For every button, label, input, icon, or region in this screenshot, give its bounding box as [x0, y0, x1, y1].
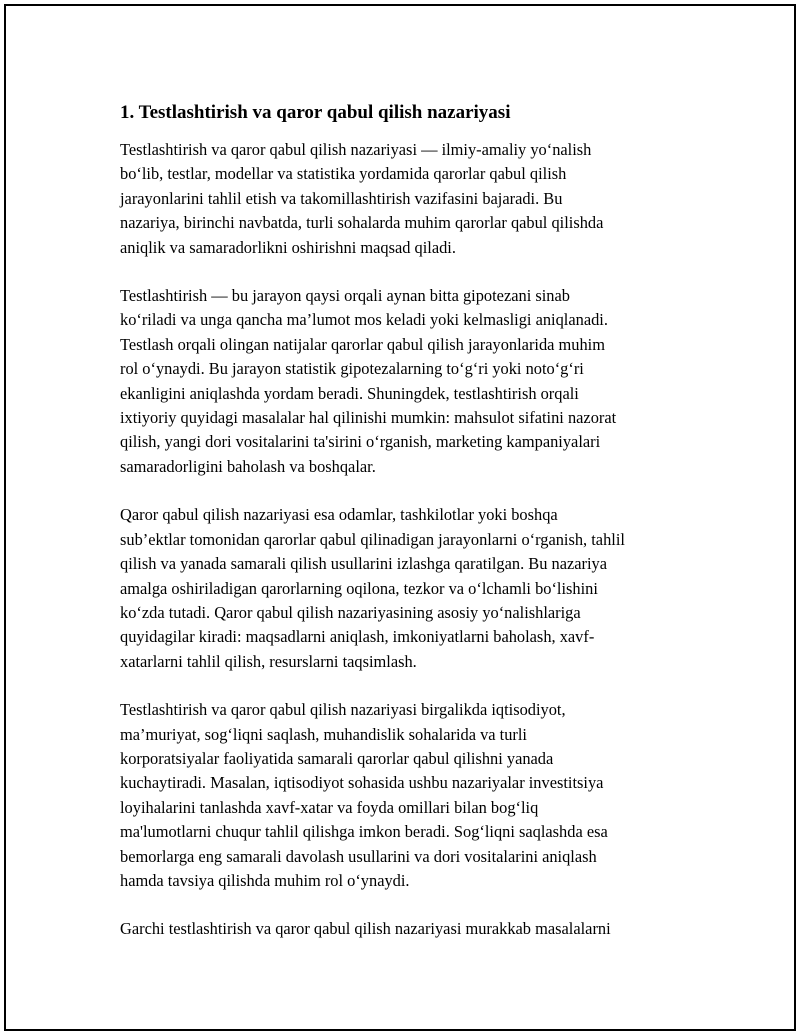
text-line: jarayonlarini tahlil etish va takomillashtirish vazifasini bajaradi. Bu: [120, 188, 563, 208]
text-line: aniqlik va samaradorlikni oshirishni maqsad qiladi.: [120, 237, 456, 257]
text-line: Testlashtirish — bu jarayon qaysi orqali aynan bitta gipotezani sinab: [120, 286, 570, 306]
paragraph-2: [120, 284, 695, 479]
text-line: korporatsiyalar faoliyatida samarali qarorlar qabul qilishni yanada: [120, 748, 554, 768]
text-line: Testlashtirish va qaror qabul qilish nazariyasi birgalikda iqtisodiyot,: [120, 700, 566, 720]
text-line: ko‘riladi va unga qancha ma’lumot mos keladi yoki kelmasligi aniqlanadi.: [120, 310, 608, 330]
text-line: xatarlarni tahlil qilish, resurslarni taqsimlash.: [120, 651, 417, 671]
section-heading: 1. Testlashtirish va qaror qabul qilish nazariyasi: [120, 102, 511, 123]
paragraph-3: [120, 503, 695, 674]
text-line: ma’muriyat, sog‘liqni saqlash, muhandislik sohalarida va turli: [120, 724, 527, 744]
text-line: rol o‘ynaydi. Bu jarayon statistik gipotezalarning to‘g‘ri yoki noto‘g‘ri: [120, 359, 584, 379]
text-line: quyidagilar kiradi: maqsadlarni aniqlash, imkoniyatlarni baholash, xavf-: [120, 627, 595, 647]
page-frame: [4, 4, 796, 1031]
text-line: qilish va yanada samarali qilish usullarini izlashga qaratilgan. Bu nazariya: [120, 554, 608, 574]
text-line: Testlashtirish va qaror qabul qilish nazariyasi — ilmiy-amaliy yo‘nalish: [120, 140, 592, 159]
text-line: ko‘zda tutadi. Qaror qabul qilish nazariyasining asosiy yo‘nalishlariga: [120, 602, 581, 622]
text-line: kuchaytiradi. Masalan, iqtisodiyot sohasida ushbu nazariyalar investitsiya: [120, 773, 604, 793]
text-line: Garchi testlashtirish va qaror qabul qilish nazariyasi murakkab masalalarni: [120, 919, 611, 939]
text-line: samaradorligini baholash va boshqalar.: [120, 456, 376, 476]
text-line: ekanligini aniqlashda yordam beradi. Shuningdek, testlashtirish orqali: [120, 383, 579, 403]
text-line: ma'lumotlarni chuqur tahlil qilishga imkon beradi. Sog‘liqni saqlashda esa: [120, 822, 608, 842]
text-line: hamda tavsiya qilishda muhim rol o‘ynaydi.: [120, 870, 410, 890]
text-line: sub’ektlar tomonidan qarorlar qabul qilinadigan jarayonlarni o‘rganish, tahlil: [120, 529, 625, 549]
document-body: [120, 100, 695, 966]
text-line: Testlash orqali olingan natijalar qarorlar qabul qilish jarayonlarida muhim: [120, 334, 605, 354]
text-line: loyihalarini tanlashda xavf-xatar va foyda omillari bilan bog‘liq: [120, 797, 539, 817]
paragraph-5: [120, 917, 695, 941]
text-line: bo‘lib, testlar, modellar va statistika yordamida qarorlar qabul qilish: [120, 164, 567, 184]
text-line: nazariya, birinchi navbatda, turli sohalarda muhim qarorlar qabul qilishda: [120, 213, 604, 233]
text-line: qilish, yangi dori vositalarini ta'sirini o‘rganish, marketing kampaniyalari: [120, 432, 601, 452]
text-line: Qaror qabul qilish nazariyasi esa odamlar, tashkilotlar yoki boshqa: [120, 505, 558, 525]
text-line: bemorlarga eng samarali davolash usullarini va dori vositalarini aniqlash: [120, 846, 597, 866]
paragraph-1: [120, 138, 695, 260]
text-line: ixtiyoriy quyidagi masalalar hal qilinishi mumkin: mahsulot sifatini nazorat: [120, 408, 617, 428]
text-line: amalga oshiriladigan qarorlarning oqilona, tezkor va o‘lchamli bo‘lishini: [120, 578, 598, 598]
paragraph-4: [120, 698, 695, 893]
